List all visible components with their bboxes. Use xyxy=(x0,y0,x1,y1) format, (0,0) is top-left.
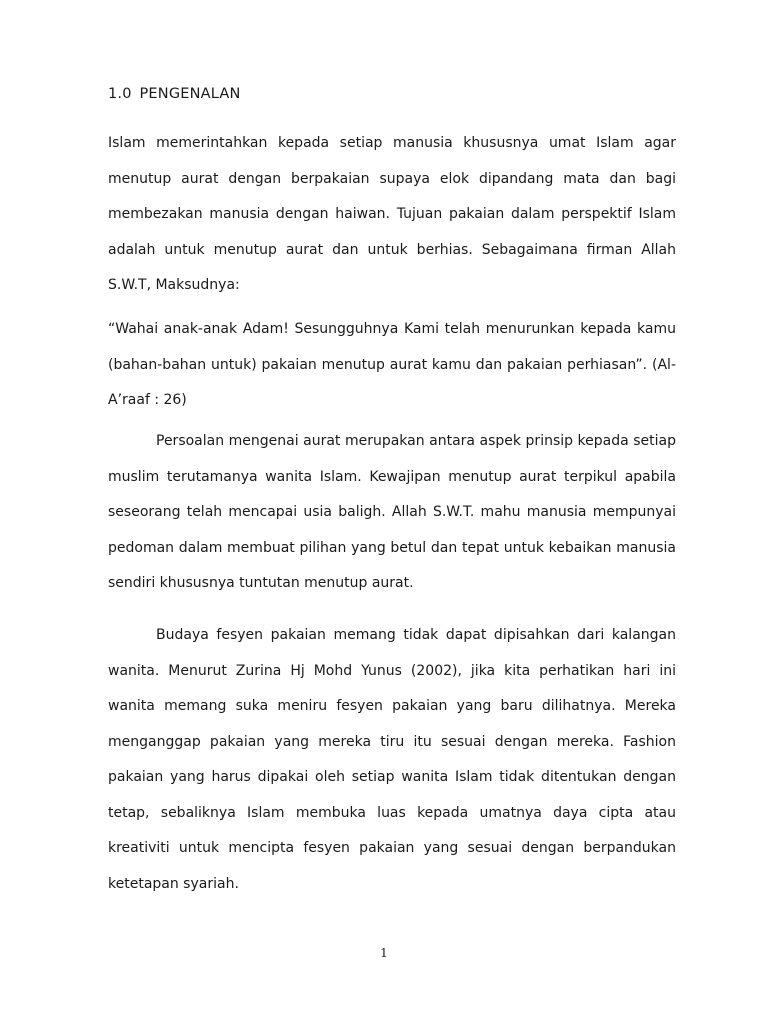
paragraph-aurat-principle: Persoalan mengenai aurat merupakan antara aspek prinsip kepada setiap muslim terutamanya wanita Islam. Kewajipan menutup aurat terpikul apabila seseorang telah mencapai usia baligh. Allah S.W.T. mahu manusia mempunyai pedoman dalam membuat pilihan yang betul dan tepat untuk kebaikan manusia sendiri khususnya tuntutan menutup aurat. xyxy=(108,433,676,591)
page-number: 1 xyxy=(380,946,388,960)
paragraph-introduction: Islam memerintahkan kepada setiap manusia khususnya umat Islam agar menutup aurat dengan berpakaian supaya elok dipandang mata dan bagi membezakan manusia dengan haiwan. Tujuan pakaian dalam perspektif Islam adalah untuk menutup aurat dan untuk berhias. Sebagaimana firman Allah S.W.T, Maksudnya: xyxy=(108,135,676,293)
quran-quote: “Wahai anak-anak Adam! Sesungguhnya Kami telah menurunkan kepada kamu (bahan-bahan untuk) pakaian menutup aurat kamu dan pakaian perhiasan”. (Al-A’raaf : 26) xyxy=(108,321,676,408)
section-heading: 1.0 PENGENALAN xyxy=(108,86,241,102)
paragraph-fashion-culture: Budaya fesyen pakaian memang tidak dapat dipisahkan dari kalangan wanita. Menurut Zurina Hj Mohd Yunus (2002), jika kita perhatikan hari ini wanita memang suka meniru fesyen pakaian yang baru dilihatnya. Mereka menganggap pakaian yang mereka tiru itu sesuai dengan mereka. Fashion pakaian yang harus dipakai oleh setiap wanita Islam tidak ditentukan dengan tetap, sebaliknya Islam membuka luas kepada umatnya daya cipta atau kreativiti untuk mencipta fesyen pakaian yang sesuai dengan berpandukan ketetapan syariah. xyxy=(108,627,676,892)
